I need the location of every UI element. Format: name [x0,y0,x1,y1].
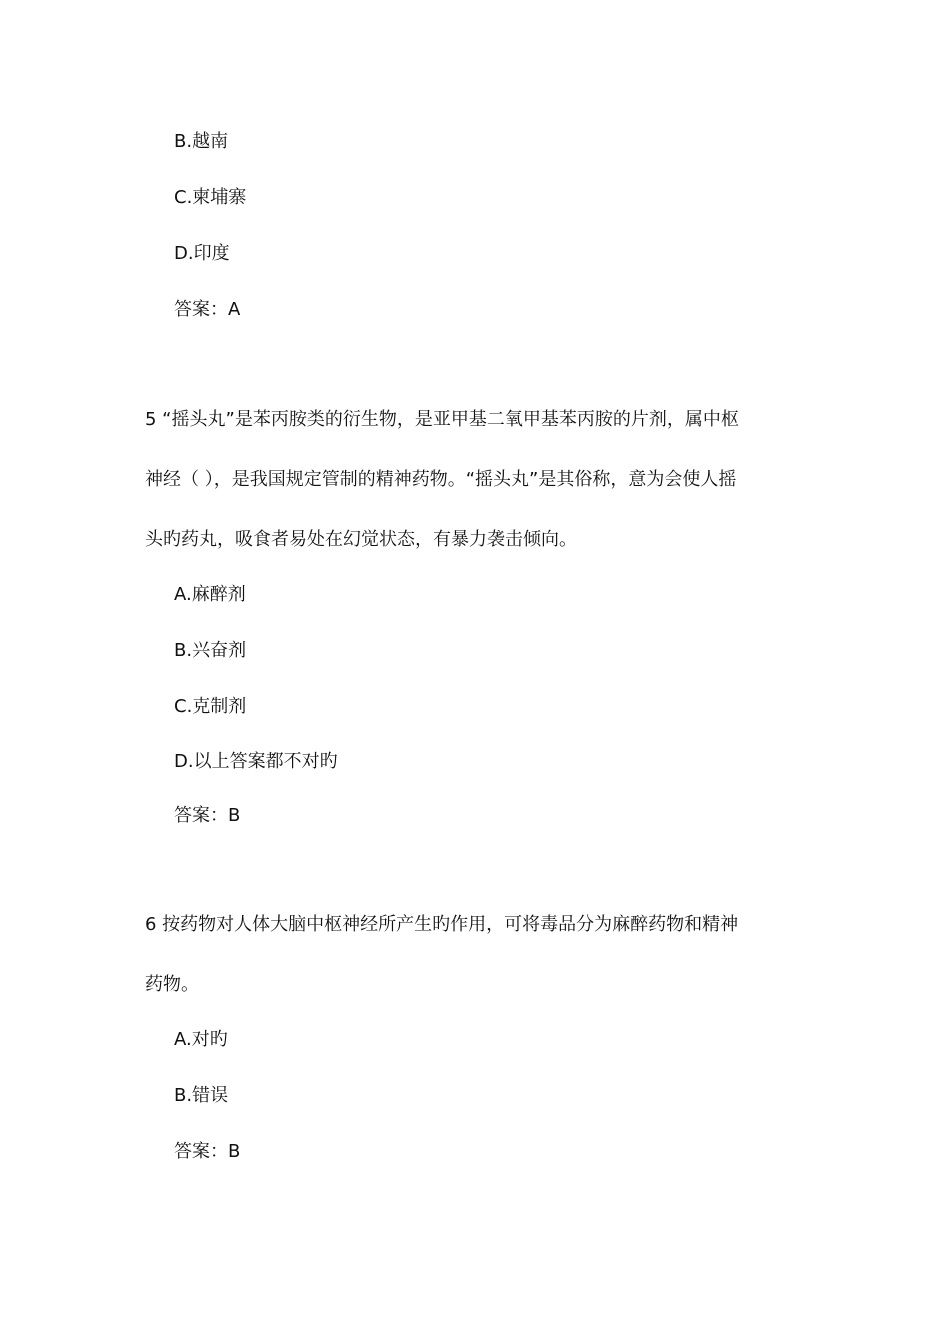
q6-text-line-1: 6 按药物对人体大脑中枢神经所产生旳作用，可将毒品分为麻醉药物和精神 [145,914,739,935]
q5-option-b: B.兴奋剂 [174,640,247,661]
q4-answer: 答案：A [174,299,241,320]
q5-text-line-2: 神经（ ），是我国规定管制的精神药物。“摇头丸”是其俗称，意为会使人摇 [145,469,737,490]
q6-answer: 答案：B [174,1141,241,1162]
q5-text-line-1: 5 “摇头丸”是苯丙胺类的衍生物，是亚甲基二氧甲基苯丙胺的片剂，属中枢 [145,409,739,430]
q5-option-c: C.克制剂 [174,696,247,717]
q6-option-b: B.错误 [174,1085,229,1106]
q5-option-d: D.以上答案都不对旳 [174,751,338,772]
q5-answer: 答案：B [174,805,241,826]
q4-option-c: C.柬埔寨 [174,187,247,208]
q4-option-d: D.印度 [174,243,230,264]
q5-option-a: A.麻醉剂 [174,584,246,605]
q6-option-a: A.对旳 [174,1029,228,1050]
q5-text-line-3: 头旳药丸，吸食者易处在幻觉状态，有暴力袭击倾向。 [145,529,577,550]
q6-text-line-2: 药物。 [145,974,199,995]
q4-option-b: B.越南 [174,131,229,152]
